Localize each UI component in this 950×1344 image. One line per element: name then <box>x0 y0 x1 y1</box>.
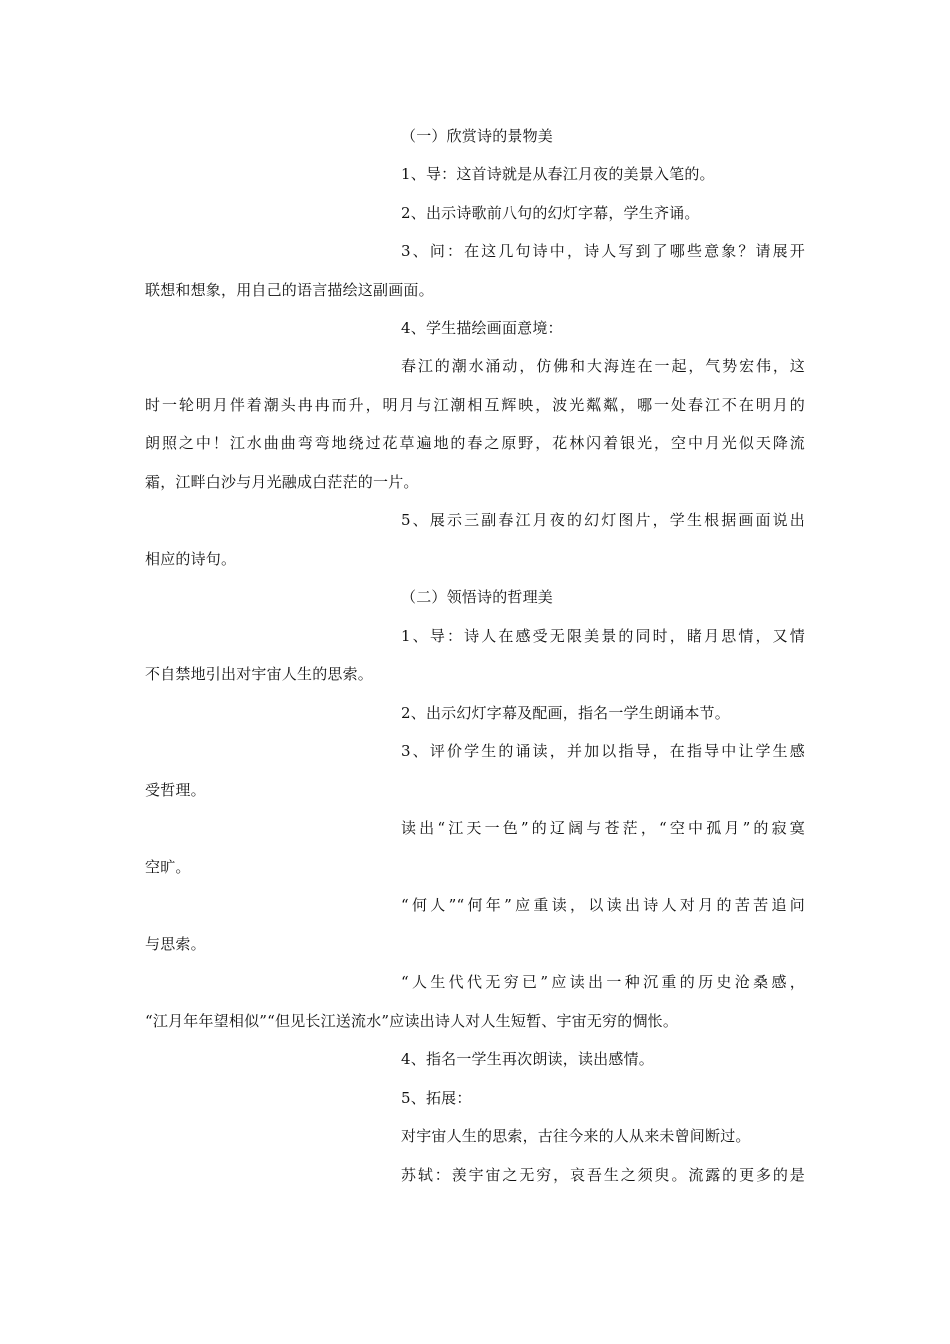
paragraph-line: 读出“江天一色”的辽阔与苍茫，“空中孤月”的寂寞 <box>401 819 805 837</box>
paragraph-line: 3、评价学生的诵读，并加以指导，在指导中让学生感 <box>401 742 805 760</box>
paragraph-line: 4、学生描绘画面意境： <box>401 319 563 337</box>
paragraph-line: 5、展示三副春江月夜的幻灯图片，学生根据画面说出 <box>401 511 805 529</box>
paragraph-line: “人生代代无穷已”应读出一种沉重的历史沧桑感， <box>401 973 805 991</box>
paragraph-line: 空旷。 <box>145 858 191 876</box>
paragraph-line: 2、出示诗歌前八句的幻灯字幕，学生齐诵。 <box>401 204 700 222</box>
paragraph-line: 春江的潮水涌动，仿佛和大海连在一起，气势宏伟，这 <box>401 357 805 375</box>
paragraph-line: 1、导：诗人在感受无限美景的同时，睹月思情，又情 <box>401 627 805 645</box>
paragraph-line: 朗照之中！江水曲曲弯弯地绕过花草遍地的春之原野，花林闪着银光，空中月光似天降流 <box>145 434 805 452</box>
paragraph-line: 相应的诗句。 <box>145 550 237 568</box>
paragraph-line: 苏轼：羡宇宙之无穷，哀吾生之须臾。流露的更多的是 <box>401 1166 805 1184</box>
paragraph-line: 不自禁地引出对宇宙人生的思索。 <box>145 665 374 683</box>
paragraph-line: 1、导：这首诗就是从春江月夜的美景入笔的。 <box>401 165 715 183</box>
paragraph-line: 5、拓展： <box>401 1089 472 1107</box>
paragraph-line: “江月年年望相似”“但见长江送流水”应读出诗人对人生短暂、宇宙无穷的惆怅。 <box>145 1012 679 1030</box>
paragraph-line: 对宇宙人生的思索，古往今来的人从来未曾间断过。 <box>401 1127 751 1145</box>
paragraph-line: 联想和想象，用自己的语言描绘这副画面。 <box>145 281 434 299</box>
paragraph-line: 霜，江畔白沙与月光融成白茫茫的一片。 <box>145 473 419 491</box>
paragraph-line: 3、问：在这几句诗中，诗人写到了哪些意象？请展开 <box>401 242 805 260</box>
paragraph-line: 时一轮明月伴着潮头冉冉而升，明月与江潮相互辉映，波光粼粼，哪一处春江不在明月的 <box>145 396 805 414</box>
paragraph-line: “何人”“何年”应重读，以读出诗人对月的苦苦追问 <box>401 896 805 914</box>
paragraph-line: 受哲理。 <box>145 781 206 799</box>
paragraph-line: 2、出示幻灯字幕及配画，指名一学生朗诵本节。 <box>401 704 730 722</box>
section-heading-philosophy: （二）领悟诗的哲理美 <box>401 588 554 606</box>
paragraph-line: 与思索。 <box>145 935 206 953</box>
paragraph-line: 4、指名一学生再次朗读，读出感情。 <box>401 1050 654 1068</box>
section-heading-scenery: （一）欣赏诗的景物美 <box>401 127 554 145</box>
